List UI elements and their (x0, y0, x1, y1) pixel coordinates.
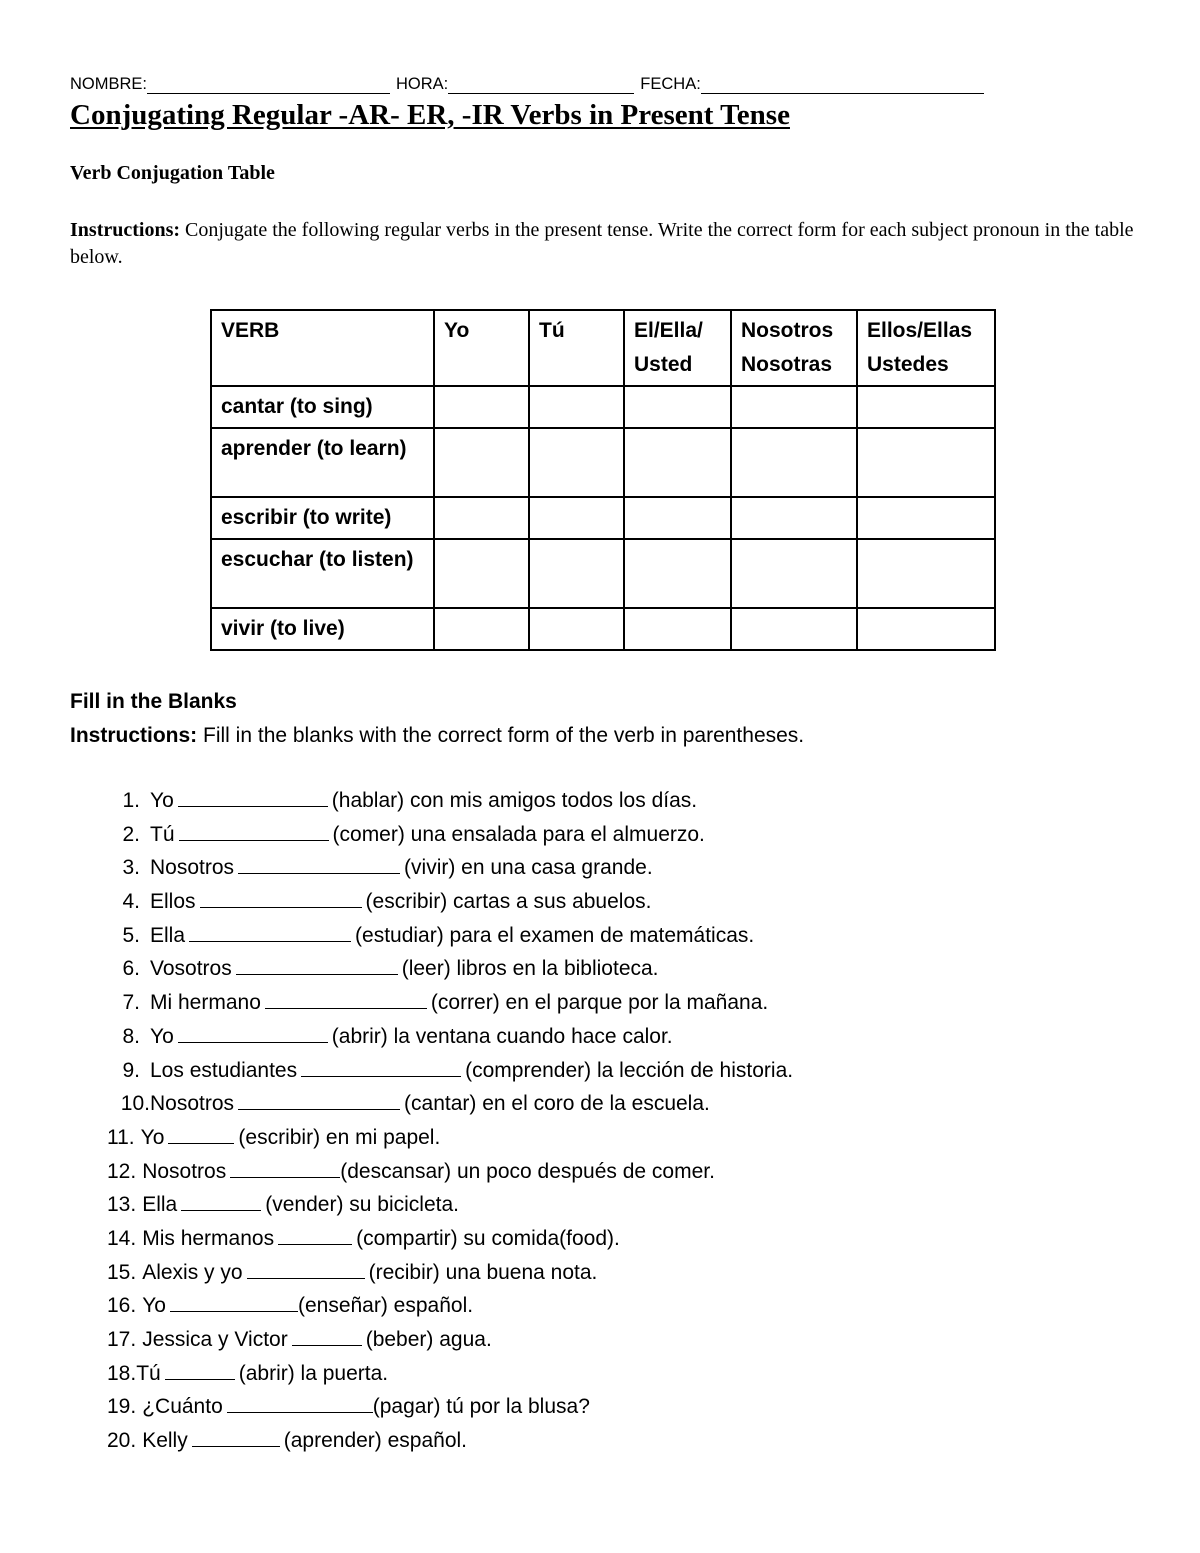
answer-cell[interactable] (434, 428, 529, 497)
conjugation-table (210, 309, 996, 651)
header-tu: Tú (529, 310, 624, 386)
answer-cell[interactable] (731, 428, 857, 497)
answer-blank[interactable] (168, 1123, 234, 1144)
list-item (70, 1291, 793, 1325)
answer-cell[interactable] (434, 386, 529, 428)
item-subject: Yo (150, 789, 174, 812)
list-item (70, 1426, 793, 1460)
list-item (70, 1258, 793, 1292)
answer-cell[interactable] (731, 539, 857, 608)
fecha-field[interactable] (701, 79, 984, 94)
list-item (70, 1089, 793, 1123)
item-number: 7. (122, 991, 140, 1015)
item-verb-rest: (leer) libros en la biblioteca. (401, 957, 659, 981)
answer-blank[interactable] (292, 1325, 362, 1346)
item-number: 9. (122, 1058, 140, 1082)
item-subject: Alexis y yo (142, 1260, 243, 1284)
list-item (70, 1392, 793, 1426)
answer-cell[interactable] (731, 386, 857, 428)
item-subject: Yo (150, 1024, 174, 1048)
answer-blank[interactable] (181, 1190, 261, 1211)
list-item (70, 954, 793, 988)
answer-blank[interactable] (192, 1426, 280, 1447)
answer-blank[interactable] (200, 887, 362, 908)
item-number: 10. (120, 1092, 150, 1116)
verb-cell: vivir (to live) (211, 608, 434, 650)
table-instructions (70, 217, 1145, 271)
item-verb-rest: (abrir) la ventana cuando hace calor. (331, 1024, 673, 1048)
table-row (211, 497, 995, 539)
item-number: 15. (107, 1260, 137, 1284)
table-row (211, 386, 995, 428)
answer-cell[interactable] (731, 497, 857, 539)
answer-blank[interactable] (301, 1056, 461, 1077)
table-row (211, 539, 995, 608)
item-number: 16. (107, 1294, 137, 1318)
item-subject: Nosotros (150, 1092, 235, 1116)
item-verb-rest: (aprender) español. (283, 1429, 468, 1453)
list-item (70, 1123, 793, 1157)
item-verb-rest: (vivir) en una casa grande. (404, 856, 653, 880)
item-number: 14. (107, 1226, 137, 1250)
answer-cell[interactable] (624, 428, 731, 497)
item-verb-rest: (correr) en el parque por la mañana. (430, 991, 769, 1015)
item-number: 1. (122, 789, 140, 812)
item-verb-rest: (comer) una ensalada para el almuerzo. (332, 822, 705, 846)
answer-blank[interactable] (247, 1258, 365, 1279)
item-subject: Yo (140, 1125, 165, 1149)
answer-cell[interactable] (857, 497, 995, 539)
table-row (211, 608, 995, 650)
answer-cell[interactable] (529, 608, 624, 650)
item-number: 13. (107, 1193, 137, 1217)
answer-blank[interactable] (236, 954, 398, 975)
item-subject: Nosotros (142, 1159, 227, 1183)
header-verb: VERB (211, 310, 434, 386)
hora-field[interactable] (448, 79, 634, 94)
answer-blank[interactable] (189, 921, 351, 942)
verb-cell: cantar (to sing) (211, 386, 434, 428)
table-subtitle: Verb Conjugation Table (70, 162, 275, 184)
answer-blank[interactable] (165, 1359, 235, 1380)
item-subject: Tú (150, 822, 175, 846)
answer-cell[interactable] (529, 539, 624, 608)
item-verb-rest: (enseñar) español. (297, 1294, 474, 1318)
item-subject: Yo (142, 1294, 166, 1318)
header-el-ella-usted: El/Ella/ Usted (624, 310, 731, 386)
answer-blank[interactable] (238, 853, 400, 874)
item-subject: Mis hermanos (142, 1226, 275, 1250)
item-number: 19. (107, 1395, 137, 1419)
item-verb-rest: (descansar) un poco después de comer. (340, 1159, 715, 1183)
fill-instructions-label: Instructions: (70, 724, 198, 747)
item-number: 3. (122, 856, 140, 880)
answer-cell[interactable] (857, 428, 995, 497)
list-item (70, 1190, 793, 1224)
answer-blank[interactable] (230, 1157, 340, 1178)
student-info-header (70, 75, 990, 94)
fecha-label: FECHA: (640, 75, 701, 93)
item-verb-rest: (hablar) con mis amigos todos los días. (331, 789, 698, 812)
verb-cell: aprender (to learn) (211, 428, 434, 497)
item-verb-rest: (vender) su bicicleta. (265, 1193, 459, 1217)
answer-cell[interactable] (529, 386, 624, 428)
item-number: 5. (122, 923, 140, 947)
fill-blanks-instructions (70, 724, 804, 748)
answer-blank[interactable] (178, 1022, 328, 1043)
answer-blank[interactable] (278, 1224, 352, 1245)
list-item (70, 1056, 793, 1090)
item-verb-rest: (beber) agua. (365, 1328, 492, 1351)
answer-blank[interactable] (227, 1392, 373, 1413)
list-item (70, 1224, 793, 1258)
answer-cell[interactable] (624, 539, 731, 608)
answer-cell[interactable] (624, 386, 731, 428)
list-item (70, 853, 793, 887)
item-subject: Ella (142, 1193, 178, 1217)
item-number: 2. (122, 822, 140, 846)
answer-blank[interactable] (170, 1291, 298, 1312)
list-item (70, 1359, 793, 1393)
answer-cell[interactable] (434, 497, 529, 539)
item-verb-rest: (pagar) tú por la blusa? (372, 1395, 590, 1419)
item-number: 6. (122, 957, 140, 981)
item-verb-rest: (escribir) cartas a sus abuelos. (365, 890, 652, 914)
answer-blank[interactable] (178, 786, 328, 807)
item-subject: Nosotros (150, 856, 235, 880)
answer-blank[interactable] (265, 988, 427, 1009)
item-verb-rest: (estudiar) para el examen de matemáticas. (355, 923, 755, 947)
fill-blanks-list (70, 786, 793, 1460)
list-item (70, 820, 793, 854)
item-subject: Mi hermano (150, 991, 261, 1015)
answer-cell[interactable] (434, 539, 529, 608)
list-item (70, 1022, 793, 1056)
item-subject: Los estudiantes (150, 1058, 298, 1082)
header-yo: Yo (434, 310, 529, 386)
answer-cell[interactable] (434, 608, 529, 650)
item-number: 11. (107, 1125, 135, 1149)
fill-blanks-title: Fill in the Blanks (70, 690, 237, 713)
fill-instructions-text: Fill in the blanks with the correct form of the verb in parentheses. (203, 724, 805, 747)
item-verb-rest: (cantar) en el coro de la escuela. (404, 1092, 710, 1116)
item-subject: Ella (150, 923, 186, 947)
table-header-row (211, 310, 995, 386)
verb-cell: escuchar (to listen) (211, 539, 434, 608)
item-verb-rest: (comprender) la lección de historia. (465, 1058, 794, 1082)
item-verb-rest: (recibir) una buena nota. (368, 1260, 598, 1284)
answer-cell[interactable] (529, 428, 624, 497)
answer-cell[interactable] (624, 497, 731, 539)
list-item (70, 1325, 793, 1359)
answer-cell[interactable] (731, 608, 857, 650)
hora-label: HORA: (396, 75, 449, 93)
answer-cell[interactable] (529, 497, 624, 539)
item-number: 17. (107, 1328, 137, 1351)
name-field[interactable] (147, 79, 390, 94)
item-number: 12. (107, 1159, 137, 1183)
item-subject: Tú (136, 1361, 161, 1385)
list-item (70, 988, 793, 1022)
item-subject: Vosotros (150, 957, 232, 981)
list-item (70, 786, 793, 820)
item-subject: ¿Cuánto (142, 1395, 223, 1419)
table-instructions-label: Instructions: (70, 219, 181, 241)
list-item (70, 1157, 793, 1191)
header-ellos-ustedes: Ellos/Ellas Ustedes (857, 310, 995, 386)
answer-cell[interactable] (857, 608, 995, 650)
page-title: Conjugating Regular -AR- ER, -IR Verbs in Present Tense (70, 99, 790, 131)
item-number: 4. (122, 890, 140, 914)
answer-cell[interactable] (624, 608, 731, 650)
item-number: 18. (107, 1361, 137, 1385)
list-item (70, 887, 793, 921)
header-nosotros: Nosotros Nosotras (731, 310, 857, 386)
item-verb-rest: (abrir) la puerta. (238, 1361, 389, 1385)
answer-blank[interactable] (238, 1089, 400, 1110)
verb-cell: escribir (to write) (211, 497, 434, 539)
answer-cell[interactable] (857, 386, 995, 428)
item-number: 20. (107, 1429, 137, 1453)
item-subject: Kelly (142, 1429, 188, 1453)
table-instructions-text: Conjugate the following regular verbs in the present tense. Write the correct form for each subject pronoun in the table below. (70, 219, 1134, 268)
answer-cell[interactable] (857, 539, 995, 608)
item-subject: Jessica y Victor (142, 1328, 288, 1351)
item-verb-rest: (escribir) en mi papel. (238, 1125, 441, 1149)
table-row (211, 428, 995, 497)
item-number: 8. (122, 1024, 140, 1048)
item-subject: Ellos (150, 890, 196, 914)
name-label: NOMBRE: (70, 75, 148, 93)
list-item (70, 921, 793, 955)
answer-blank[interactable] (179, 820, 329, 841)
item-verb-rest: (compartir) su comida(food). (356, 1226, 620, 1250)
